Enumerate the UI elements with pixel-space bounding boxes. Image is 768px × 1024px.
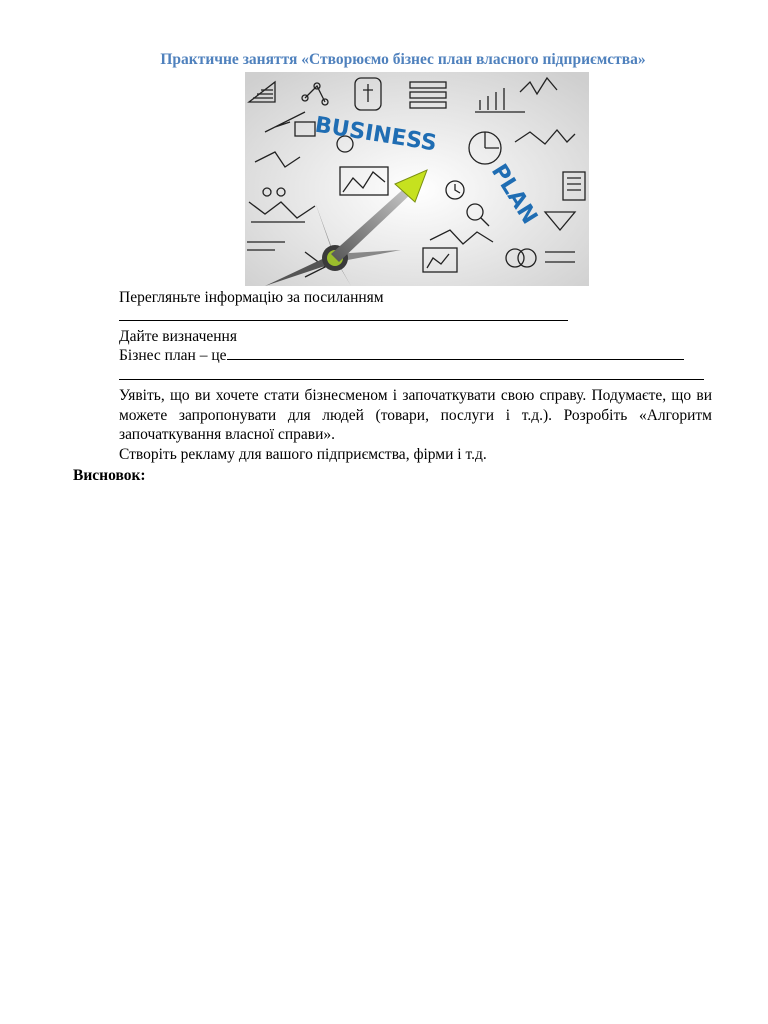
definition-label: Бізнес план – це xyxy=(119,347,227,364)
task-paragraph: Уявіть, що ви хочете стати бізнесменом і започаткувати свою справу. Подумаєте, що ви можете запропонувати для людей (товари, послуги і т.д.). Розробіть «Алгоритм започаткування власної справи». xyxy=(119,387,712,443)
page-title: Практичне заняття «Створюємо бізнес план власного підприємства» xyxy=(160,51,646,68)
link-instruction: Перегляньте інформацію за посиланням xyxy=(119,289,384,306)
definition-row xyxy=(119,346,684,365)
plan-word: PLAN xyxy=(485,159,542,229)
definition-blank-line-2 xyxy=(119,366,704,385)
link-blank-line xyxy=(119,307,568,326)
conclusion-label: Висновок: xyxy=(73,467,146,484)
business-word: BUSINESS xyxy=(313,112,439,157)
ad-task: Створіть рекламу для вашого підприємства, фірми і т.д. xyxy=(119,446,487,463)
definition-blank-line xyxy=(227,346,684,360)
definition-heading: Дайте визначення xyxy=(119,328,237,345)
business-plan-illustration xyxy=(245,72,589,286)
